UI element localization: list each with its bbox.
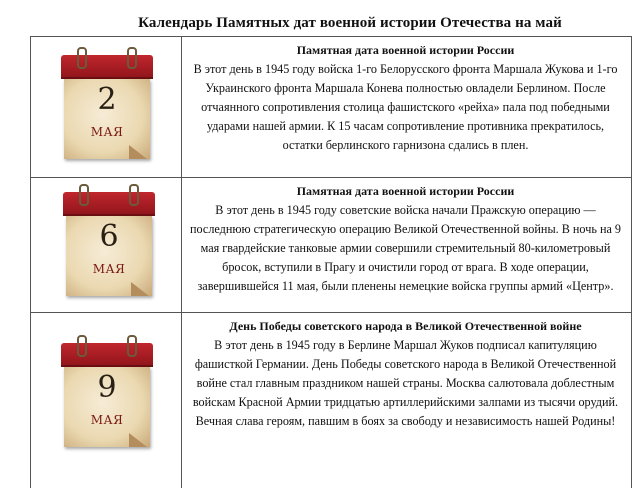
event-description-cell <box>182 313 631 488</box>
calendar-header-bar <box>61 343 153 367</box>
calendar-ring-icon <box>129 184 139 206</box>
event-description-cell <box>182 178 631 312</box>
calendar-month: МАЯ <box>90 413 124 427</box>
calendar-ring-icon <box>77 335 87 357</box>
calendar-day: 6 <box>99 219 119 254</box>
table-row <box>31 178 631 313</box>
calendar-ring-icon <box>127 47 137 69</box>
calendar-day: 9 <box>97 370 117 405</box>
event-heading: День Победы советского народа в Великой Отечественной войне <box>229 319 582 333</box>
table-row <box>31 313 631 488</box>
event-description-cell <box>182 37 631 177</box>
event-text: В этот день в 1945 году советские войска начали Пражскую операцию — последнюю стратегическую операцию Великой Отечественной войны. В ночь на 9 мая гвардейские танковые армии совершили стремительный 80-километровый бросок, вступили в Прагу и очистили город от врага. В ходе операции, завершившейся 11 мая, были пленены немецкие войска группы армий «Центр». <box>189 203 622 293</box>
memorial-dates-table <box>30 36 632 488</box>
page-curl-icon <box>131 282 149 296</box>
calendar-month: МАЯ <box>90 125 124 139</box>
page-curl-icon <box>129 145 147 159</box>
calendar-page-icon <box>61 47 153 159</box>
calendar-day: 2 <box>97 82 117 117</box>
calendar-cell <box>31 37 182 177</box>
calendar-page-icon <box>63 184 155 296</box>
calendar-cell <box>31 178 182 312</box>
event-text: В этот день в 1945 году войска 1-го Белорусского фронта Маршала Жукова и 1-го Украинского фронта Маршала Конева полностью овладели Берлином. После отчаянного сопротивления столица фашистского «рейха» пала под победными ударами нашей армии. К 15 часам сопротивление противника прекратилось, остатки берлинского гарнизона сдались в плен. <box>193 62 618 152</box>
page-curl-icon <box>129 433 147 447</box>
calendar-header-bar <box>61 55 153 79</box>
calendar-cell <box>31 313 182 488</box>
calendar-header-bar <box>63 192 155 216</box>
table-row <box>31 37 631 178</box>
calendar-ring-icon <box>77 47 87 69</box>
event-heading: Памятная дата военной истории России <box>296 184 515 198</box>
calendar-month: МАЯ <box>92 262 126 276</box>
calendar-ring-icon <box>79 184 89 206</box>
event-text: В этот день в 1945 году в Берлине Маршал Жуков подписал капитуляцию фашисткой Германии. День Победы советского народа в Великой Отечественной войне стал главным праздником нашей страны. Москва салютовала доблестным войскам Красной Армии тридцатью артиллерийскими залпами из тысячи орудий. Вечная слава героям, павшим в боях за свободу и независимость нашей Родины! <box>192 338 619 428</box>
calendar-page-icon <box>61 335 153 447</box>
page-title: Календарь Памятных дат военной истории Отечества на май <box>138 15 562 31</box>
calendar-ring-icon <box>127 335 137 357</box>
event-heading: Памятная дата военной истории России <box>296 43 515 57</box>
